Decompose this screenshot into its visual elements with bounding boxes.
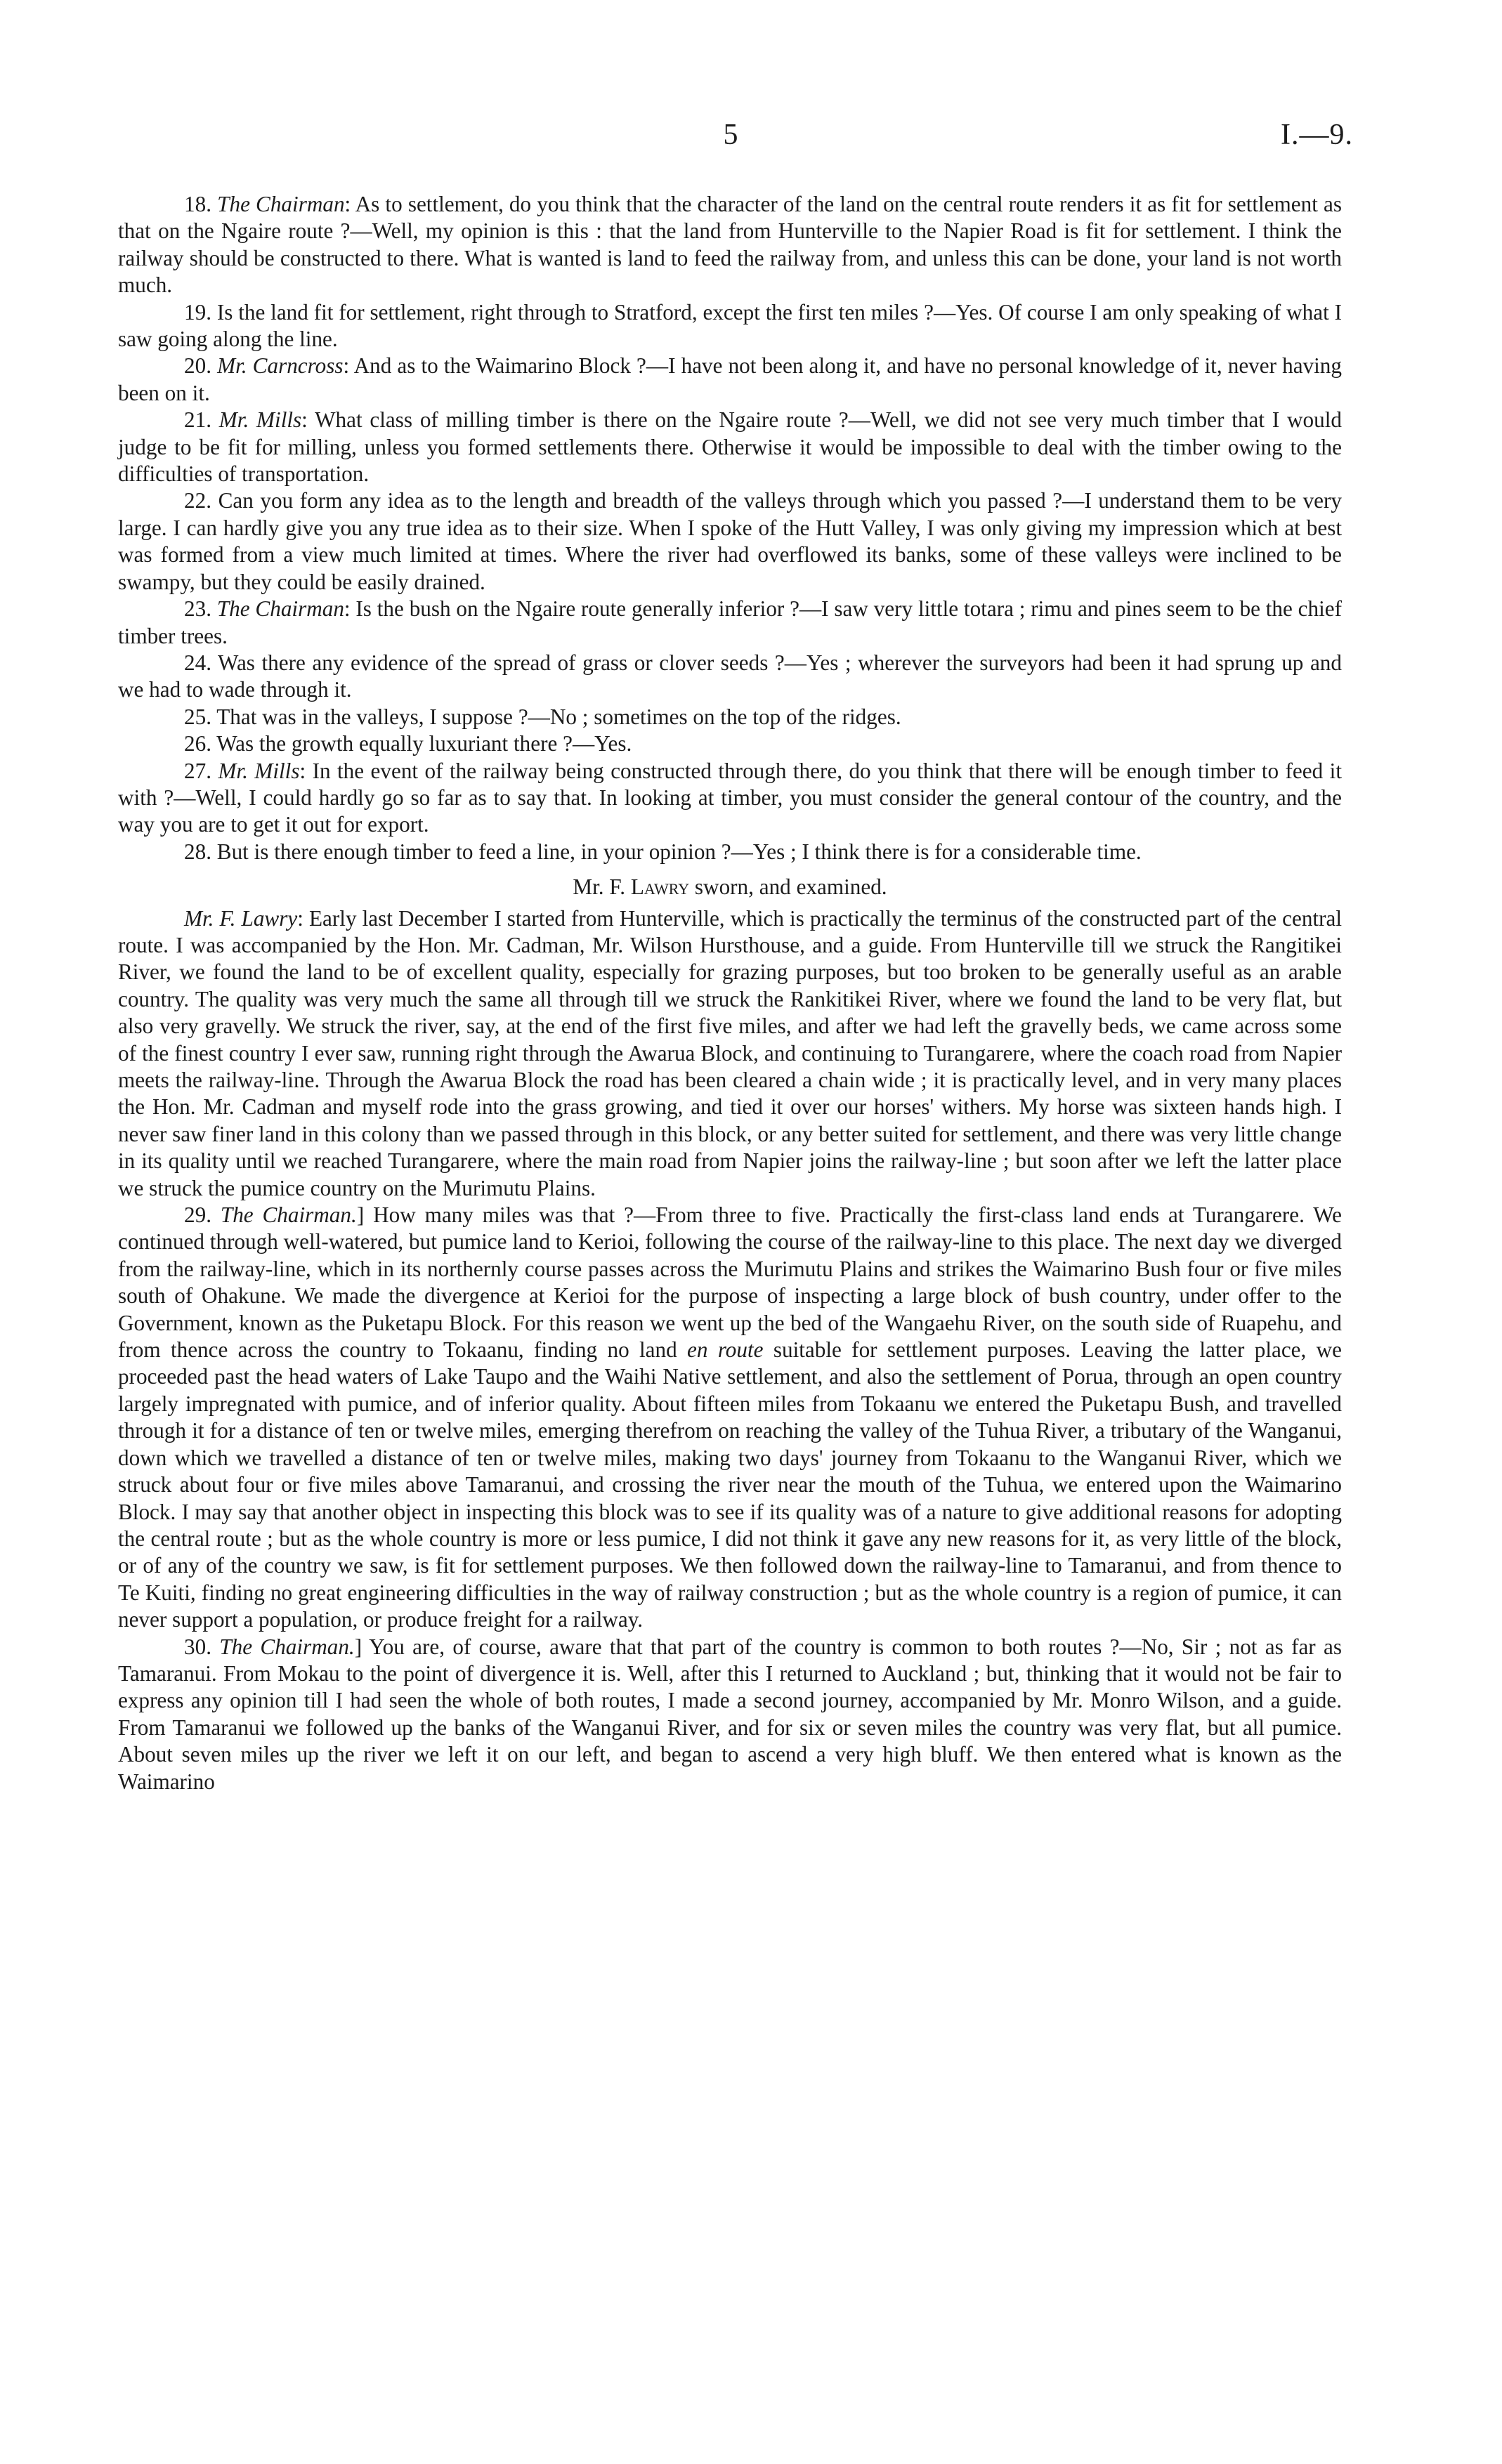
paragraph-text: Is the bush on the Ngaire route generally inferior ?—I saw very little totara ; rimu and pines seem to be the chief timber trees. <box>118 596 1342 648</box>
speaker-separator: : <box>343 353 354 379</box>
page-number: 5 <box>723 119 738 151</box>
paragraph-19 <box>118 299 1342 353</box>
paragraph-30 <box>118 1634 1342 1795</box>
paragraph-text: Was there any evidence of the spread of grass or clover seeds ?—Yes ; wherever the surveyors had been it had sprung up and we had to wade through it. <box>118 650 1342 702</box>
paragraph-text: In the event of the railway being constructed through there, do you think that there will be enough timber to feed it with ?—Well, I could hardly go so far as to say that. In looking at timber, you must consider the general contour of the country, and the way you are to get it out for export. <box>118 758 1342 837</box>
paragraph-23 <box>118 596 1342 650</box>
paragraph-text: That was in the valleys, I suppose ?—No ; sometimes on the top of the ridges. <box>216 704 901 729</box>
paragraph-text: And as to the Waimarino Block ?—I have not been along it, and have no personal knowledge of it, never having been on it. <box>118 353 1342 405</box>
witness-prefix: Mr. F. <box>573 874 626 900</box>
paragraph-29 <box>118 1202 1342 1634</box>
question-number: 28. <box>184 839 211 864</box>
paragraph-18 <box>118 191 1342 299</box>
speaker-separator: ] <box>356 1202 374 1228</box>
paragraph-26 <box>118 730 1342 757</box>
paragraph-text: What class of milling timber is there on the Ngaire route ?—Well, we did not see very much timber that I would judge to be fit for milling, unless you formed settlements there. Otherwise it would be impossible to deal with the timber owing to the difficulties of transportation. <box>118 407 1342 487</box>
question-number: 29. <box>184 1202 211 1228</box>
paragraph-21 <box>118 407 1342 487</box>
paper-reference: I.—9. <box>1281 119 1353 151</box>
speaker-separator: : <box>299 758 313 783</box>
speaker-separator: : <box>297 905 309 931</box>
italic-phrase: en route <box>687 1337 764 1363</box>
question-number: 30. <box>184 1634 211 1659</box>
speaker-name: The Chairman. <box>219 1634 355 1659</box>
question-number: 27. <box>184 758 211 783</box>
question-number: 24. <box>184 650 211 675</box>
question-number: 26. <box>184 731 211 756</box>
speaker-name: Mr. Mills <box>218 758 300 783</box>
paragraph-24 <box>118 650 1342 704</box>
paragraph-22 <box>118 487 1342 596</box>
paragraph-text: Can you form any idea as to the length and breadth of the valleys through which you passed ?—I understand them to be very large. I can hardly give you any true idea as to their size. When I spoke of the Hutt Valley, I was only giving my impression which at best was formed from a view much limited at times. Where the river had overflowed its banks, some of these valleys were inclined to be swampy, but they could be easily drained. <box>118 488 1342 594</box>
paragraph-text: How many miles was that ?—From three to five. Practically the first-class land ends at Turangarere. We continued through well-watered, but pumice land to Kerioi, following the course of the railway-line to this place. The next day we diverged from the railway-line, which in its northernly course passes across the Murimutu Plains and strikes the Waimarino Bush four or five miles south of Ohakune. We made the divergence at Kerioi for the purpose of inspecting a large block of bush country, under offer to the Government, known as the Puketapu Block. For this reason we went up the bed of the Wangaehu River, on the south side of Ruapehu, and from thence across the country to Tokaanu, finding no land <box>118 1202 1342 1363</box>
paragraph-28 <box>118 839 1342 865</box>
paragraph-text: Early last December I started from Hunterville, which is practically the terminus of the constructed part of the central route. I was accompanied by the Hon. Mr. Cadman, Mr. Wilson Hursthouse, and a guide. From Hunterville till we struck the Rangitikei River, we found the land to be of excellent quality, especially for grazing purposes, but too broken to be generally useful as an arable country. The quality was very much the same all through till we struck the Rankitikei River, where we found the land to be very flat, but also very gravelly. We struck the river, say, at the end of the first five miles, and after we had left the gravelly beds, we came across some of the finest country I ever saw, running right through the Awarua Block, and continuing to Turangarere, where the coach road from Napier meets the railway-line. Through the Awarua Block the road has been cleared a chain wide ; it is practically level, and in very many places the Hon. Mr. Cadman and myself rode into the grass growing, and tied it over our horses' withers. My horse was sixteen hands high. I never saw finer land in this colony than we passed through in this block, or any better suited for settlement, and there was very little change in its quality until we reached Turangarere, where the main road from Napier joins the railway-line ; but soon after we left the latter place we struck the pumice country on the Murimutu Plains. <box>118 905 1342 1200</box>
paragraph-25 <box>118 704 1342 730</box>
question-number: 18. <box>184 192 211 216</box>
speaker-name: Mr. Mills <box>218 407 302 433</box>
paragraph-text: Is the land fit for settlement, right through to Stratford, except the first ten miles ?—Yes. Of course I am only speaking of what I saw going along the line. <box>118 299 1343 352</box>
question-number: 25. <box>184 704 211 729</box>
speaker-name: The Chairman. <box>220 1202 357 1228</box>
speaker-separator: : <box>344 192 355 216</box>
lawry-statement <box>118 905 1342 1202</box>
paragraph-text: But is there enough timber to feed a line, in your opinion ?—Yes ; I think there is for a considerable time. <box>216 839 1142 864</box>
question-number: 23. <box>184 596 211 622</box>
speaker-name: The Chairman <box>216 596 344 622</box>
question-number: 21. <box>184 407 211 433</box>
speaker-separator: ] <box>354 1634 370 1659</box>
document-body <box>118 191 1342 1795</box>
speaker-separator: : <box>344 596 356 622</box>
witness-heading <box>118 874 1342 900</box>
paragraph-20 <box>118 353 1342 407</box>
speaker-name: The Chairman <box>217 192 345 216</box>
question-number: 20. <box>184 353 211 379</box>
witness-suffix: sworn, and examined. <box>694 874 887 900</box>
paragraph-text: As to settlement, do you think that the character of the land on the central route renders it as fit for settlement as that on the Ngaire route ?—Well, my opinion is this : that the land from Hunterville to the Napier Road is fit for settlement. I think the railway should be constructed to there. What is wanted is land to feed the railway from, and unless this can be done, your land is not worth much. <box>118 192 1342 298</box>
witness-name: Lawry <box>630 874 690 900</box>
speaker-name: Mr. F. Lawry <box>184 905 298 931</box>
question-number: 19. <box>184 299 211 325</box>
paragraph-text: Was the growth equally luxuriant there ?—Yes. <box>216 731 632 756</box>
paragraph-text: You are, of course, aware that that part of the country is common to both routes ?—No, Sir ; not as far as Tamaranui. From Mokau to the point of divergence it is. Well, after this I returned to Auckland ; but, thinking that it would not be fair to express any opinion till I had seen the whole of both routes, I made a second journey, accompanied by Mr. Monro Wilson, and a guide. From Tamaranui we followed up the banks of the Wanganui River, and for six or seven miles the country was very flat, but all pumice. About seven miles up the river we left it on our left, and began to ascend a very high bluff. We then entered what is known as the Waimarino <box>118 1634 1342 1794</box>
speaker-name: Mr. Carncross <box>217 353 344 379</box>
question-number: 22. <box>184 488 211 513</box>
speaker-separator: : <box>301 407 315 433</box>
paragraph-text-continued: suitable for settlement purposes. Leaving the latter place, we proceeded past the head waters of Lake Taupo and the Waihi Native settlement, and also the settlement of Porua, through an open country largely impregnated with pumice, and of inferior quality. About fifteen miles from Tokaanu we entered the Puketapu Bush, and travelled through it for a distance of ten or twelve miles, emerging therefrom on reaching the valley of the Tuhua River, a tributary of the Wanganui, down which we travelled a distance of ten or twelve miles, making two days' journey from Tokaanu to the Wanganui River, which we struck about four or five miles above Tamaranui, and crossing the river near the mouth of the Tuhua, we entered upon the Waimarino Block. I may say that another object in inspecting this block was to see if its quality was of a nature to give additional reasons for adopting the central route ; but as the whole country is more or less pumice, I did not think it gave any new reasons for it, as very little of the block, or of any of the country we saw, is fit for settlement purposes. We then followed down the railway-line to Tamaranui, and from thence to Te Kuiti, finding no great engineering difficulties in the way of railway construction ; but as the whole country is a region of pumice, it can never support a population, or produce freight for a railway. <box>118 1337 1343 1632</box>
paragraph-27 <box>118 758 1342 839</box>
